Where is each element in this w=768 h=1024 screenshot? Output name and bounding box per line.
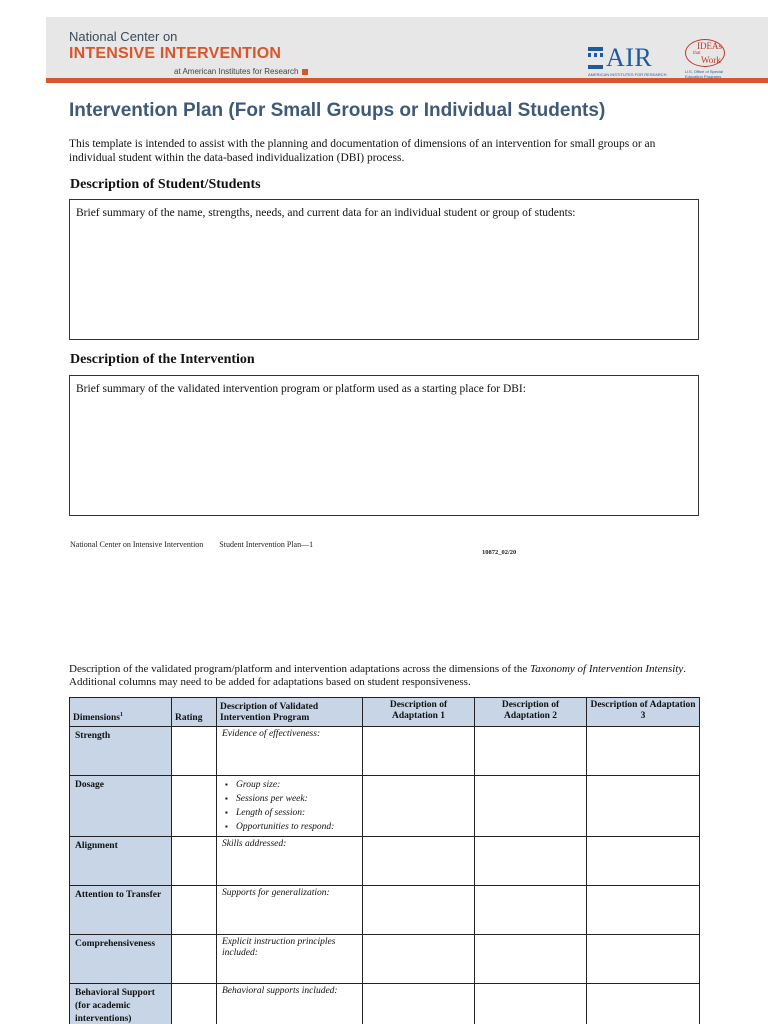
student-description-prompt: Brief summary of the name, strengths, needs, and current data for an individual student or group of students: [76, 207, 576, 219]
col-header-adaptation-1: Description of Adaptation 1 [363, 698, 475, 727]
dimension-cell: Dosage [70, 776, 172, 837]
dimension-cell: Attention to Transfer [70, 886, 172, 935]
dimension-cell: Behavioral Support (for academic interventions) [70, 984, 172, 1024]
air-logo [588, 43, 667, 79]
header-band [46, 17, 768, 83]
footer-doc: Student Intervention Plan—1 [219, 540, 314, 549]
air-logo-text: AIR [606, 43, 653, 72]
intervention-description-box[interactable] [69, 375, 699, 516]
adaptation-2-cell[interactable] [475, 776, 587, 837]
adaptation-3-cell[interactable] [587, 727, 700, 776]
adaptation-3-cell[interactable] [587, 776, 700, 837]
ideas-logo-text: IDEAs that Work [693, 41, 722, 65]
validated-cell[interactable]: Explicit instruction principles included: [217, 935, 363, 984]
col-header-dimensions: Dimensions$^1$ [70, 698, 172, 727]
ideas-logo [683, 39, 727, 83]
dimension-cell: Alignment [70, 837, 172, 886]
dosage-bullet-list [222, 778, 357, 834]
rating-cell[interactable] [172, 727, 217, 776]
rating-cell[interactable] [172, 935, 217, 984]
adaptation-3-cell[interactable] [587, 935, 700, 984]
adaptation-1-cell[interactable] [363, 776, 475, 837]
validated-cell[interactable]: Behavioral supports included: [217, 984, 363, 1024]
rating-cell[interactable] [172, 984, 217, 1024]
table-row [70, 837, 700, 886]
list-item: ▪ Sessions per week: [222, 792, 357, 806]
intro-paragraph: This template is intended to assist with the planning and documentation of dimensions of an intervention for small groups or an individual student within the data-based individualization (DBI) process. [69, 138, 656, 164]
adaptation-1-cell[interactable] [363, 837, 475, 886]
table-row [70, 727, 700, 776]
adaptation-1-cell[interactable] [363, 727, 475, 776]
adaptation-2-cell[interactable] [475, 727, 587, 776]
list-item: ▪ Opportunities to respond: [222, 820, 357, 834]
dimension-cell: Strength [70, 727, 172, 776]
air-column-icon [588, 47, 603, 69]
air-logo-subtext: AMERICAN INSTITUTES FOR RESEARCH [588, 72, 667, 77]
footer-code: 10872_02/20 [482, 549, 517, 556]
intervention-description-prompt: Brief summary of the validated intervention program or platform used as a starting place for DBI: [76, 383, 526, 395]
adaptation-2-cell[interactable] [475, 886, 587, 935]
student-section-heading: Description of Student/Students [70, 177, 261, 192]
adaptation-3-cell[interactable] [587, 837, 700, 886]
org-name-line1: National Center on [69, 29, 178, 44]
intervention-plan-table [69, 697, 700, 1024]
student-description-box[interactable] [69, 199, 699, 340]
validated-cell[interactable]: Supports for generalization: [217, 886, 363, 935]
footer-org: National Center on Intensive Intervention [70, 540, 204, 549]
orange-square-icon [302, 69, 308, 75]
org-name-line3: at American Institutes for Research [174, 67, 308, 76]
ideas-logo-subtext: U.S. Office of Special Education Programs [685, 69, 723, 79]
intervention-section-heading: Description of the Intervention [70, 352, 255, 367]
validated-cell[interactable] [217, 776, 363, 837]
col-header-adaptation-3: Description of Adaptation 3 [587, 698, 700, 727]
dimension-cell: Comprehensiveness [70, 935, 172, 984]
table-row [70, 776, 700, 837]
col-header-adaptation-2: Description of Adaptation 2 [475, 698, 587, 727]
adaptation-2-cell[interactable] [475, 935, 587, 984]
table-row [70, 935, 700, 984]
adaptation-1-cell[interactable] [363, 935, 475, 984]
validated-cell[interactable]: Evidence of effectiveness: [217, 727, 363, 776]
adaptation-1-cell[interactable] [363, 886, 475, 935]
page-title: Intervention Plan (For Small Groups or Individual Students) [69, 100, 606, 121]
list-item: ▪ Group size: [222, 778, 357, 792]
rating-cell[interactable] [172, 776, 217, 837]
col-header-validated: Description of Validated Intervention Program [217, 698, 363, 727]
rating-cell[interactable] [172, 886, 217, 935]
table-row [70, 984, 700, 1024]
adaptation-1-cell[interactable] [363, 984, 475, 1024]
org-name-line2: INTENSIVE INTERVENTION [69, 45, 282, 62]
adaptation-2-cell[interactable] [475, 837, 587, 886]
taxonomy-intro: Description of the validated program/platform and intervention adaptations across the dimensions of the Taxonomy of Intervention Intensity. Additional columns may need to be added for adaptations based on student responsiveness. [69, 663, 686, 688]
adaptation-2-cell[interactable] [475, 984, 587, 1024]
rating-cell[interactable] [172, 837, 217, 886]
adaptation-3-cell[interactable] [587, 984, 700, 1024]
col-header-rating: Rating [172, 698, 217, 727]
table-row [70, 886, 700, 935]
adaptation-3-cell[interactable] [587, 886, 700, 935]
validated-cell[interactable]: Skills addressed: [217, 837, 363, 886]
page-footer [70, 540, 313, 549]
list-item: ▪ Length of session: [222, 806, 357, 820]
